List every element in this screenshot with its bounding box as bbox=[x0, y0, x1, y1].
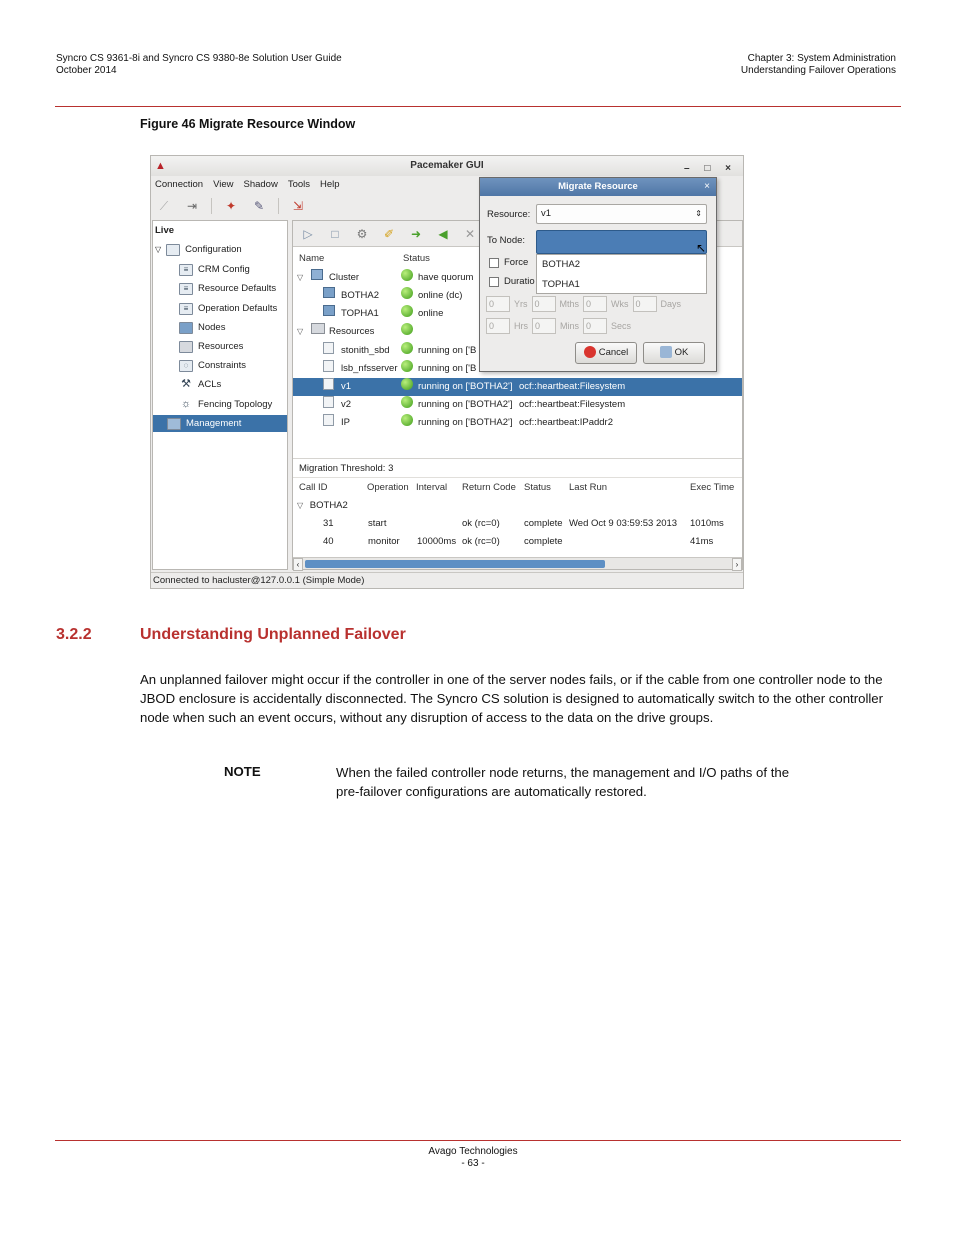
lightbulb-icon: ☼ bbox=[180, 397, 192, 410]
menu-help[interactable]: Help bbox=[320, 179, 340, 190]
ops-col-last-run: Last Run bbox=[569, 482, 608, 493]
resource-select[interactable]: v1 ⇕ bbox=[536, 204, 707, 224]
tree-item-acls[interactable]: ⚒ ACLs bbox=[179, 376, 221, 393]
footer-rule bbox=[55, 1140, 901, 1141]
footer-company: Avago Technologies bbox=[428, 1146, 518, 1157]
page-footer bbox=[0, 1146, 946, 1170]
tree-item-fencing-topology[interactable]: ☼ Fencing Topology bbox=[180, 397, 273, 410]
menu-shadow[interactable]: Shadow bbox=[243, 179, 278, 190]
duration-spinners-row2 bbox=[486, 318, 631, 334]
section-number: 3.2.2 bbox=[56, 626, 92, 643]
pane-divider[interactable] bbox=[293, 458, 742, 459]
days-label: Days bbox=[660, 299, 682, 309]
status-ok-icon bbox=[401, 269, 413, 281]
running-header-right bbox=[741, 53, 896, 77]
config-icon: ≡ bbox=[179, 303, 193, 315]
scrollbar-thumb[interactable] bbox=[305, 560, 605, 568]
ops-col-return-code: Return Code bbox=[462, 482, 516, 493]
to-node-label: To Node: bbox=[487, 235, 526, 246]
connect-icon[interactable]: ⟋ bbox=[159, 199, 169, 213]
minutes-label: Mins bbox=[560, 321, 580, 331]
migration-threshold: Migration Threshold: 3 bbox=[299, 463, 394, 474]
tree-item-resources[interactable]: Resources bbox=[179, 338, 243, 355]
minutes-spinner[interactable]: 0 bbox=[532, 318, 556, 334]
brush-icon[interactable]: ✐ bbox=[383, 226, 395, 241]
scroll-left-icon[interactable]: ‹ bbox=[293, 558, 303, 571]
ok-icon bbox=[660, 346, 672, 358]
config-icon: ≡ bbox=[179, 283, 193, 295]
row-stonith-sbd[interactable]: stonith_sbd running on ['B bbox=[293, 342, 742, 360]
chapter-title: Chapter 3: System Administration bbox=[747, 53, 896, 64]
ops-return-code: ok (rc=0) bbox=[462, 536, 500, 547]
ops-call-id: 31 bbox=[323, 518, 334, 529]
ops-return-code: ok (rc=0) bbox=[462, 518, 500, 529]
combo-arrow-icon: ⇕ bbox=[695, 209, 702, 218]
weeks-spinner[interactable]: 0 bbox=[583, 296, 607, 312]
duration-spinners-row1 bbox=[486, 296, 681, 312]
running-header-left bbox=[56, 53, 342, 77]
ops-col-operation: Operation bbox=[367, 482, 409, 493]
status-bar: Connected to hacluster@127.0.0.1 (Simple Mode) bbox=[151, 572, 743, 588]
ops-group-botha2[interactable]: ▽ BOTHA2 bbox=[297, 500, 348, 511]
column-status: Status bbox=[403, 253, 430, 264]
folder-icon bbox=[166, 244, 180, 256]
duration-label: Duratio bbox=[504, 276, 535, 287]
to-node-select[interactable] bbox=[536, 230, 707, 254]
option-topha1[interactable]: TOPHA1 bbox=[542, 279, 580, 290]
disconnect-icon[interactable]: ⇥ bbox=[186, 199, 198, 213]
weeks-label: Wks bbox=[611, 299, 629, 309]
shadow-icon[interactable]: ✦ bbox=[225, 199, 237, 213]
days-spinner[interactable]: 0 bbox=[633, 296, 657, 312]
tree-root-live: Live bbox=[155, 225, 175, 236]
resource-icon bbox=[323, 414, 334, 426]
status-ok-icon bbox=[401, 414, 413, 426]
section-title: Understanding Unplanned Failover bbox=[140, 626, 406, 643]
node-icon bbox=[323, 287, 335, 298]
tree-item-nodes[interactable]: Nodes bbox=[179, 319, 225, 336]
ops-status: complete bbox=[524, 518, 563, 529]
duration-checkbox[interactable] bbox=[489, 277, 499, 287]
cancel-icon bbox=[584, 346, 596, 358]
toolbar-separator bbox=[211, 198, 212, 214]
ops-col-exec-time: Exec Time bbox=[690, 482, 735, 493]
hours-label: Hrs bbox=[514, 321, 528, 331]
row-v2[interactable]: v2 running on ['BOTHA2'] ocf::heartbeat:Filesystem bbox=[293, 396, 742, 414]
constraints-icon: ◌ bbox=[179, 360, 193, 372]
config-icon: ≡ bbox=[179, 264, 193, 276]
cancel-button[interactable]: Cancel bbox=[575, 342, 637, 364]
dialog-close-button[interactable]: × bbox=[704, 181, 710, 192]
ops-operation: start bbox=[368, 518, 387, 529]
page-number: - 63 - bbox=[461, 1158, 485, 1169]
resource-icon bbox=[323, 396, 334, 408]
status-ok-icon bbox=[401, 287, 413, 299]
months-label: Mths bbox=[559, 299, 580, 309]
unmigrate-icon[interactable]: ◀ bbox=[438, 226, 448, 241]
cleanup-icon[interactable]: ⚙ bbox=[356, 226, 368, 241]
tree-pane bbox=[152, 220, 288, 570]
node-icon bbox=[323, 305, 335, 316]
menu-bar bbox=[155, 177, 340, 193]
years-label: Yrs bbox=[514, 299, 528, 309]
main-toolbar bbox=[155, 195, 307, 217]
ops-call-id: 40 bbox=[323, 536, 334, 547]
seconds-spinner[interactable]: 0 bbox=[583, 318, 607, 334]
migrate-icon[interactable]: ➜ bbox=[410, 226, 422, 241]
force-label: Force bbox=[504, 257, 529, 268]
delete-icon[interactable]: ✕ bbox=[464, 226, 476, 241]
mouse-cursor-icon: ↖ bbox=[696, 241, 707, 255]
expand-icon[interactable]: ▽ bbox=[297, 501, 304, 510]
resource-label: Resource: bbox=[487, 209, 531, 220]
menu-tools[interactable]: Tools bbox=[287, 179, 311, 190]
ok-button[interactable]: OK bbox=[643, 342, 705, 364]
ops-col-status: Status bbox=[524, 482, 551, 493]
menu-connection[interactable]: Connection bbox=[155, 179, 204, 190]
row-node-topha1[interactable]: TOPHA1 online bbox=[293, 305, 742, 323]
ops-exec-time: 1010ms bbox=[690, 518, 724, 529]
status-ok-icon bbox=[401, 323, 413, 335]
resource-icon bbox=[323, 378, 334, 390]
resources-icon bbox=[179, 341, 193, 353]
chapter-section: Understanding Failover Operations bbox=[740, 65, 896, 76]
wrench-icon: ⚒ bbox=[181, 377, 191, 390]
row-cluster[interactable]: ▽ Cluster have quorum bbox=[293, 269, 742, 287]
column-name: Name bbox=[299, 253, 325, 264]
nodes-icon bbox=[179, 322, 193, 334]
resource-icon bbox=[323, 342, 334, 354]
option-botha2[interactable]: BOTHA2 bbox=[542, 259, 581, 270]
figure-caption: Figure 46 Migrate Resource Window bbox=[140, 117, 356, 131]
hours-spinner[interactable]: 0 bbox=[486, 318, 510, 334]
dialog-title: Migrate Resource bbox=[480, 178, 716, 196]
tree-item-operation-defaults[interactable]: ≡ Operation Defaults bbox=[179, 300, 277, 317]
pacemaker-screenshot bbox=[150, 155, 744, 589]
doc-date: October 2014 bbox=[56, 65, 117, 76]
force-checkbox[interactable] bbox=[489, 258, 499, 268]
row-lsb-nfsserver[interactable]: lsb_nfsserver running on ['B bbox=[293, 360, 742, 378]
status-ok-icon bbox=[401, 305, 413, 317]
cluster-icon bbox=[311, 269, 323, 280]
tree-item-crm-config[interactable]: ≡ CRM Config bbox=[179, 261, 250, 278]
body-paragraph: An unplanned failover might occur if the controller in one of the server nodes fails, or if the cable from one controller node to the JBOD enclosure is accidentally disconnected. The Syncro CS solution is designed to automatically switch to the other controller node when such an event occurs, without any disruption of access to the data on the drive groups. bbox=[140, 672, 884, 725]
migrate-resource-dialog bbox=[479, 177, 717, 372]
years-spinner[interactable]: 0 bbox=[486, 296, 510, 312]
seconds-label: Secs bbox=[611, 321, 632, 331]
row-v1-selected[interactable]: v1 running on ['BOTHA2'] ocf::heartbeat:Filesystem bbox=[293, 378, 742, 396]
window-title: Pacemaker GUI bbox=[410, 160, 484, 171]
row-node-botha2[interactable]: BOTHA2 online (dc) bbox=[293, 287, 742, 305]
management-icon bbox=[167, 418, 181, 430]
doc-title: Syncro CS 9361-8i and Syncro CS 9380-8e Solution User Guide bbox=[56, 53, 342, 64]
start-icon[interactable]: ▷ bbox=[303, 226, 313, 241]
tree-item-constraints[interactable]: ◌ Constraints bbox=[179, 357, 246, 374]
status-ok-icon bbox=[401, 378, 413, 390]
tree-item-configuration[interactable]: ▽ Configuration bbox=[155, 241, 242, 258]
status-ok-icon bbox=[401, 396, 413, 408]
note-label: NOTE bbox=[224, 764, 261, 779]
months-spinner[interactable]: 0 bbox=[532, 296, 556, 312]
status-ok-icon bbox=[401, 342, 413, 354]
status-ok-icon bbox=[401, 360, 413, 372]
to-node-dropdown bbox=[536, 254, 707, 294]
collapse-icon[interactable]: ▽ bbox=[155, 245, 162, 254]
ops-interval: 10000ms bbox=[417, 536, 457, 547]
toolbar-separator bbox=[278, 198, 279, 214]
ops-operation: monitor bbox=[368, 536, 400, 547]
tree-item-management[interactable]: Management bbox=[153, 415, 287, 432]
row-resources[interactable]: ▽ Resources bbox=[293, 323, 742, 341]
expand-icon[interactable]: ▽ bbox=[297, 327, 304, 336]
menu-view[interactable]: View bbox=[213, 179, 234, 190]
exit-icon[interactable]: ⇲ bbox=[292, 199, 304, 213]
app-icon: ▲ bbox=[155, 160, 166, 172]
horizontal-scrollbar[interactable] bbox=[293, 557, 742, 569]
ops-col-interval: Interval bbox=[416, 482, 448, 493]
expand-icon[interactable]: ▽ bbox=[297, 273, 304, 282]
ops-col-call-id: Call ID bbox=[299, 482, 328, 493]
window-titlebar bbox=[151, 156, 743, 176]
tree-item-resource-defaults[interactable]: ≡ Resource Defaults bbox=[179, 280, 276, 297]
stop-icon[interactable]: □ bbox=[331, 226, 339, 241]
ops-exec-time: 41ms bbox=[690, 536, 714, 547]
header-rule bbox=[55, 106, 901, 107]
ops-status: complete bbox=[524, 536, 563, 547]
window-controls[interactable]: – □ × bbox=[684, 163, 737, 174]
divider bbox=[293, 477, 742, 478]
scroll-right-icon[interactable]: › bbox=[732, 558, 742, 571]
note-text: When the failed controller node returns, the management and I/O paths of the pre-failover configurations are automatically restored. bbox=[336, 765, 790, 799]
ops-last-run: Wed Oct 9 03:59:53 2013 bbox=[569, 518, 678, 529]
folder-icon bbox=[311, 323, 325, 334]
edit-icon[interactable]: ✎ bbox=[253, 199, 265, 213]
resource-icon bbox=[323, 360, 334, 372]
row-ip[interactable]: IP running on ['BOTHA2'] ocf::heartbeat:IPaddr2 bbox=[293, 414, 742, 432]
